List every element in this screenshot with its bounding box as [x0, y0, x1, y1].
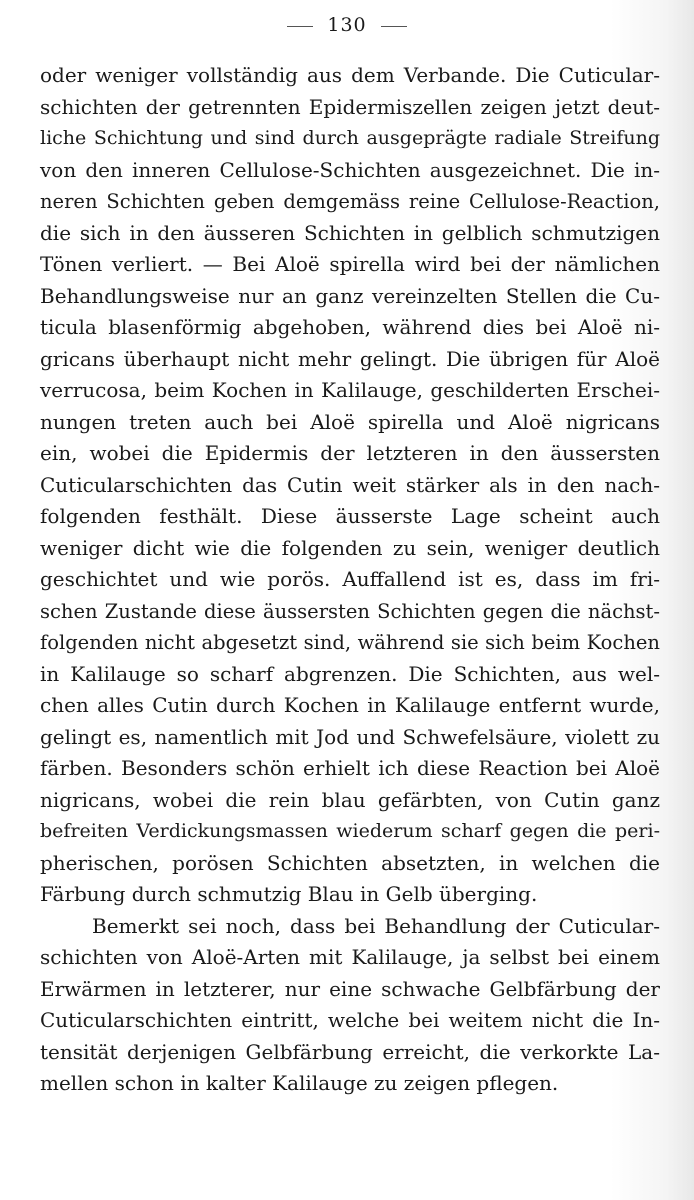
text-line: Erwärmen in letzterer, nur eine schwache Gelbfärbung der — [40, 976, 660, 1001]
text-line: schen Zustande diese äussersten Schichten gegen die nächst- — [40, 599, 660, 623]
text-line: in Kalilauge so scharf abgrenzen. Die Schichten, aus wel- — [40, 661, 660, 686]
text-line: ticula blasenförmig abgehoben, während dies bei Aloë ni- — [40, 315, 660, 339]
text-line: tensität derjenigen Gelbfärbung erreicht, die verkorkte La- — [40, 1039, 660, 1064]
page-number: 130 — [327, 14, 367, 36]
text-line: die sich in den äusseren Schichten in gelblich schmutzigen — [40, 220, 660, 245]
text-line: Cuticularschichten das Cutin weit stärker als in den nach- — [40, 472, 660, 497]
text-line: Cuticularschichten eintritt, welche bei weitem nicht die In- — [40, 1008, 660, 1032]
text-line: verrucosa, beim Kochen in Kalilauge, geschilderten Erschei- — [40, 378, 660, 402]
text-line: gelingt es, namentlich mit Jod und Schwefelsäure, violett zu — [40, 724, 660, 749]
text-line: nungen treten auch bei Aloë spirella und Aloë nigricans — [40, 409, 660, 434]
paragraph-end-line: mellen schon in kalter Kalilauge zu zeigen pflegen. — [40, 1071, 559, 1095]
paragraph-end-line: Färbung durch schmutzig Blau in Gelb überging. — [40, 882, 538, 906]
text-line: Tönen verliert. — Bei Aloë spirella wird bei der nämlichen — [40, 252, 660, 276]
text-line: neren Schichten geben demgemäss reine Cellulose-Reaction, — [40, 190, 660, 213]
text-line: gricans überhaupt nicht mehr gelingt. Die übrigen für Aloë — [40, 346, 660, 371]
paragraph-start-line: Bemerkt sei noch, dass bei Behandlung der Cuticular- — [92, 913, 660, 938]
body-text — [40, 60, 660, 1100]
text-line: chen alles Cutin durch Kochen in Kalilauge entfernt wurde, — [40, 693, 660, 717]
text-line: schichten der getrennten Epidermiszellen zeigen jetzt deut- — [40, 94, 660, 119]
text-line: folgenden festhält. Diese äusserste Lage scheint auch — [40, 504, 660, 528]
page-header — [0, 14, 694, 36]
text-line: Behandlungsweise nur an ganz vereinzelten Stellen die Cu- — [40, 283, 660, 308]
text-line: oder weniger vollständig aus dem Verbande. Die Cuticular- — [40, 63, 660, 87]
text-line: von den inneren Cellulose-Schichten ausgezeichnet. Die in- — [40, 157, 660, 182]
text-line: geschichtet und wie porös. Auffallend ist es, dass im fri- — [40, 567, 660, 591]
text-line: befreiten Verdickungsmassen wiederum scharf gegen die peri- — [40, 820, 660, 842]
text-line: folgenden nicht abgesetzt sind, während sie sich beim Kochen — [40, 631, 660, 654]
text-line: schichten von Aloë-Arten mit Kalilauge, ja selbst bei einem — [40, 945, 660, 969]
text-line: färben. Besonders schön erhielt ich diese Reaction bei Aloë — [40, 756, 660, 780]
text-line: pherischen, porösen Schichten absetzten, in welchen die — [40, 850, 660, 875]
text-line: liche Schichtung und sind durch ausgeprägte radiale Streifung — [40, 127, 660, 149]
header-dash-left — [287, 26, 313, 27]
text-line: ein, wobei die Epidermis der letzteren in den äussersten — [40, 441, 660, 465]
text-line: weniger dicht wie die folgenden zu sein, weniger deutlich — [40, 535, 660, 560]
text-line: nigricans, wobei die rein blau gefärbten, von Cutin ganz — [40, 787, 660, 812]
header-dash-right — [381, 26, 407, 27]
